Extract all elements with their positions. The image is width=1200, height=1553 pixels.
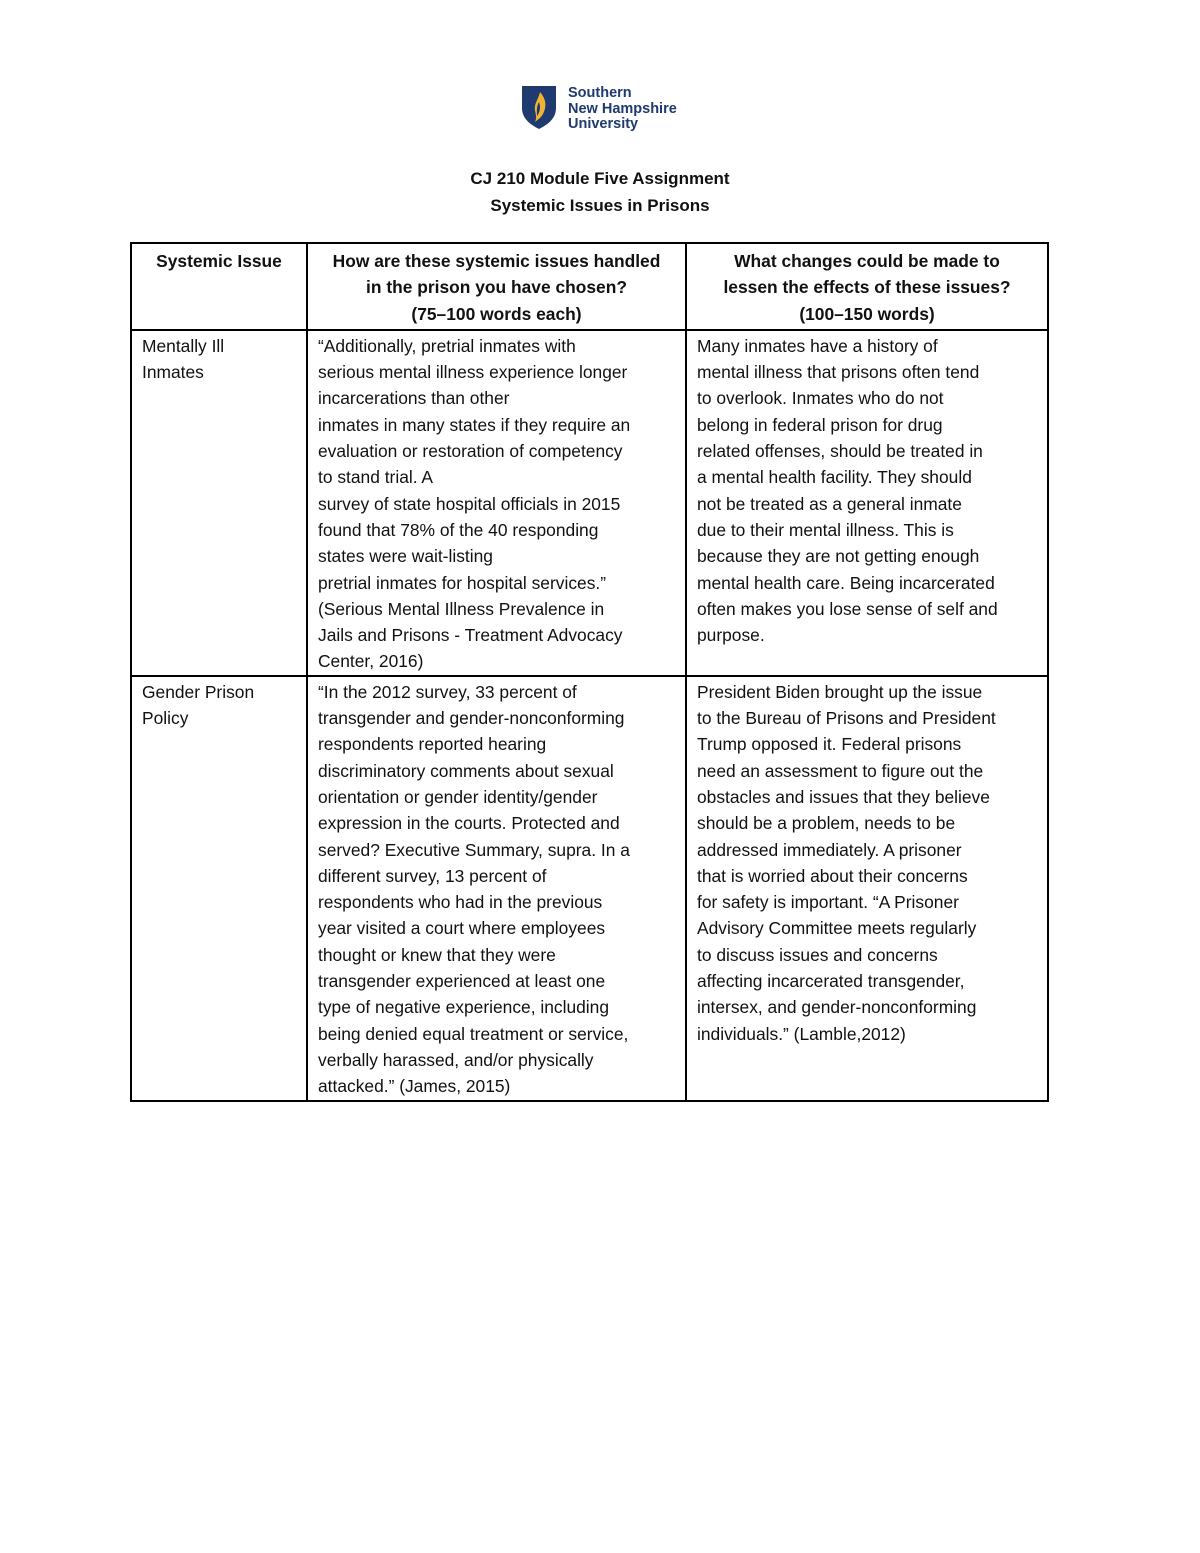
title-line-1: CJ 210 Module Five Assignment xyxy=(470,169,730,188)
header-how-handled xyxy=(307,243,686,330)
header-line: Systemic Issue xyxy=(156,251,282,271)
table-header-row xyxy=(131,243,1048,330)
cell-text-line: (Serious Mental Illness Prevalence in xyxy=(318,598,605,619)
cell-text-line: often makes you lose sense of self and xyxy=(697,598,998,619)
title-line-2: Systemic Issues in Prisons xyxy=(490,196,710,215)
cell-text-line: President Biden brought up the issue xyxy=(697,681,983,702)
table-row xyxy=(131,676,1048,1101)
cell-text-line: respondents who had in the previous xyxy=(318,892,603,913)
systemic-issues-table xyxy=(130,242,1049,1102)
cell-text-line: “Additionally, pretrial inmates with xyxy=(318,335,576,356)
cell-text-line: respondents reported hearing xyxy=(318,734,547,755)
cell-text-line: a mental health facility. They should xyxy=(697,467,972,488)
cell-text-line: for safety is important. “A Prisoner xyxy=(697,892,959,913)
shield-flame-icon xyxy=(520,84,558,130)
header-what-changes xyxy=(686,243,1048,330)
issue-cell xyxy=(131,676,307,1101)
cell-text-line: survey of state hospital officials in 2015 xyxy=(318,493,621,514)
header-line: in the prison you have chosen? xyxy=(366,277,627,298)
cell-text-line: Gender Prison xyxy=(142,681,255,702)
cell-text-line: states were wait-listing xyxy=(318,546,493,567)
cell-text-line: Mentally Ill xyxy=(142,335,225,356)
logo-line: New Hampshire xyxy=(568,100,677,117)
cell-text-line: being denied equal treatment or service, xyxy=(318,1023,629,1044)
document-title xyxy=(0,165,1200,219)
cell-text-line: incarcerations than other xyxy=(318,388,510,409)
cell-text-line: found that 78% of the 40 responding xyxy=(318,519,599,540)
table-row xyxy=(131,330,1048,676)
logo-line: Southern xyxy=(568,85,632,101)
changes-cell xyxy=(686,330,1048,676)
cell-text-line: not be treated as a general inmate xyxy=(697,493,962,514)
cell-text-line: should be a problem, needs to be xyxy=(697,813,956,834)
header-line: What changes could be made to xyxy=(734,251,1000,271)
header-line: (100–150 words) xyxy=(799,303,935,324)
cell-text-line: to overlook. Inmates who do not xyxy=(697,388,944,409)
header-systemic-issue xyxy=(131,243,307,330)
cell-text-line: obstacles and issues that they believe xyxy=(697,786,990,807)
cell-text-line: verbally harassed, and/or physically xyxy=(318,1049,594,1070)
cell-text-line: individuals.” (Lamble,2012) xyxy=(697,1023,906,1044)
issue-cell xyxy=(131,330,307,676)
cell-text-line: Center, 2016) xyxy=(318,651,424,672)
cell-text-line: purpose. xyxy=(697,625,765,646)
cell-text-line: type of negative experience, including xyxy=(318,997,610,1018)
cell-text-line: served? Executive Summary, supra. In a xyxy=(318,839,630,860)
cell-text-line: related offenses, should be treated in xyxy=(697,441,983,462)
cell-text-line: Trump opposed it. Federal prisons xyxy=(697,734,962,755)
cell-text-line: evaluation or restoration of competency xyxy=(318,441,623,462)
cell-text-line: serious mental illness experience longer xyxy=(318,362,628,383)
logo-line: University xyxy=(568,116,639,132)
cell-text-line: need an assessment to figure out the xyxy=(697,760,984,781)
cell-text-line: Inmates xyxy=(142,362,204,383)
cell-text-line: mental health care. Being incarcerated xyxy=(697,572,995,593)
logo-wordmark xyxy=(568,86,677,133)
cell-text-line: pretrial inmates for hospital services.” xyxy=(318,572,607,593)
cell-text-line: belong in federal prison for drug xyxy=(697,414,943,435)
cell-text-line: year visited a court where employees xyxy=(318,918,606,939)
cell-text-line: Jails and Prisons - Treatment Advocacy xyxy=(318,625,623,646)
cell-text-line: different survey, 13 percent of xyxy=(318,865,547,886)
cell-text-line: that is worried about their concerns xyxy=(697,865,968,886)
cell-text-line: attacked.” (James, 2015) xyxy=(318,1076,511,1097)
header-line: How are these systemic issues handled xyxy=(332,251,661,271)
cell-text-line: to discuss issues and concerns xyxy=(697,944,938,965)
cell-text-line: “In the 2012 survey, 33 percent of xyxy=(318,681,577,702)
cell-text-line: Many inmates have a history of xyxy=(697,335,938,356)
cell-text-line: inmates in many states if they require an xyxy=(318,414,631,435)
cell-text-line: affecting incarcerated transgender, xyxy=(697,971,965,992)
changes-cell xyxy=(686,676,1048,1101)
cell-text-line: thought or knew that they were xyxy=(318,944,556,965)
cell-text-line: due to their mental illness. This is xyxy=(697,519,954,540)
cell-text-line: Policy xyxy=(142,708,189,729)
cell-text-line: transgender and gender-nonconforming xyxy=(318,708,625,729)
cell-text-line: expression in the courts. Protected and xyxy=(318,813,620,834)
cell-text-line: addressed immediately. A prisoner xyxy=(697,839,962,860)
handled-cell xyxy=(307,330,686,676)
cell-text-line: to stand trial. A xyxy=(318,467,434,488)
cell-text-line: to the Bureau of Prisons and President xyxy=(697,708,996,729)
cell-text-line: mental illness that prisons often tend xyxy=(697,362,980,383)
cell-text-line: discriminatory comments about sexual xyxy=(318,760,614,781)
snhu-logo xyxy=(520,84,677,133)
cell-text-line: Advisory Committee meets regularly xyxy=(697,918,977,939)
cell-text-line: intersex, and gender-nonconforming xyxy=(697,997,977,1018)
handled-cell xyxy=(307,676,686,1101)
header-line: (75–100 words each) xyxy=(411,303,582,324)
cell-text-line: because they are not getting enough xyxy=(697,546,980,567)
cell-text-line: transgender experienced at least one xyxy=(318,971,606,992)
header-line: lessen the effects of these issues? xyxy=(723,277,1011,298)
cell-text-line: orientation or gender identity/gender xyxy=(318,786,598,807)
